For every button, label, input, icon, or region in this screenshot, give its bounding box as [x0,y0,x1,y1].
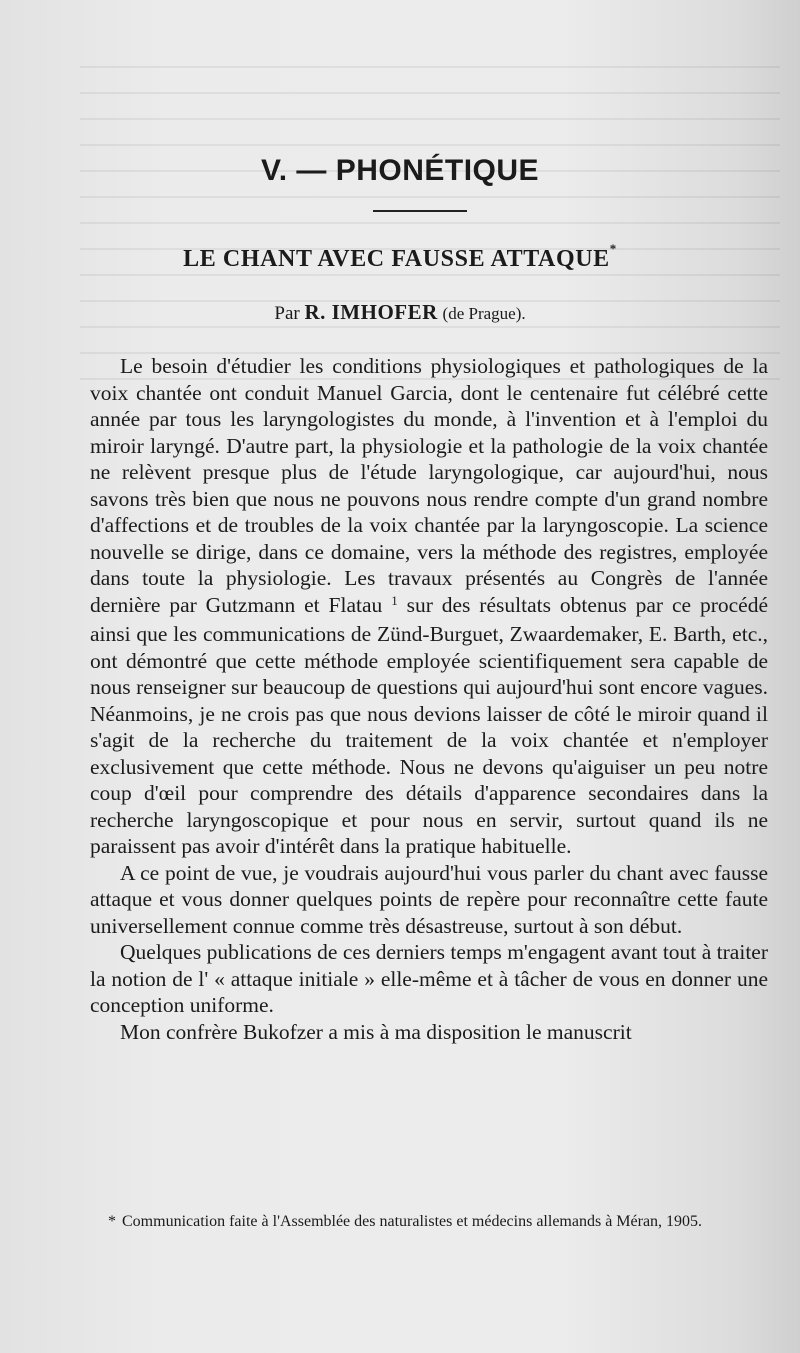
article-title [0,241,800,273]
section-heading: V. — PHONÉTIQUE [260,154,540,187]
title-footnote-marker: * [609,241,617,256]
paragraph-1-part-2: sur des résultats obtenus par ce procédé ainsi que les communications de Zünd-Burguet, Zwaardemaker, E. Barth, etc., ont démontré que cette méthode employée scientifiquement sera capable de nous renseigner sur beaucoup de questions qui aujourd'hui sont encore vagues. Néanmoins, je ne crois pas que nous devions laisser de côté le miroir quand il s'agit de la recherche du traitement de la voix chantée et n'employer exclusivement que cette méthode. Nous ne devons qu'aiguiser un peu notre coup d'œil pour comprendre des détails d'apparence secondaires dans la recherche laryngoscopique et pour nous en servir, surtout quand ils ne paraissent pas avoir d'intérêt dans la pratique habituelle. [90,592,769,858]
article-title-text: LE CHANT AVEC FAUSSE ATTAQUE [183,246,610,272]
paragraph-4: Mon confrère Bukofzer a mis à ma disposition le manuscrit [120,1019,632,1044]
author-name: R. IMHOFER [304,300,438,324]
paragraph-1 [90,353,768,860]
paragraph-3: Quelques publications de ces derniers temps m'engagent avant tout à traiter la notion de l' « attaque initiale » elle-même et à tâcher de vous en donner une conception uniforme. [90,940,768,1017]
footnote-ref-1: 1 [391,592,398,608]
byline [0,300,800,325]
paragraph-1-part-1: Le besoin d'étudier les conditions physiologiques et pathologiques de la voix chantée ont conduit Manuel Garcia, dont le centenaire fut célébré cette année par tous les laryngologistes du monde, à l'invention et à l'emploi du miroir laryngé. D'autre part, la physiologie et la pathologie de la voix chantée ne relèvent presque plus de l'étude laryngologique, car aujourd'hui, nous savons très bien que nous ne pouvons nous rendre compte d'un grand nombre d'affections et de troubles de la voix chantée par la laryngoscopie. La science nouvelle se dirige, dans ce domaine, vers la méthode des registres, employée dans toute la physiologie. Les travaux présentés au Congrès de l'année dernière par Gutzmann et Flatau [90,354,768,617]
paragraph-2: A ce point de vue, je voudrais aujourd'hui vous parler du chant avec fausse attaque et vous donner quelques points de repère pour reconnaître cette faute universellement connue comme très désastreuse, surtout à son début. [90,860,768,938]
footnote [108,1212,768,1232]
show-through-bleed [80,60,780,380]
footnote-marker: * [108,1213,116,1230]
footnote-text: Communication faite à l'Assemblée des naturalistes et médecins allemands à Méran, 1905. [122,1213,703,1230]
byline-prefix: Par [274,303,300,324]
article-body [90,353,768,1045]
author-location: (de Prague). [442,304,526,323]
title-rule [373,210,467,212]
